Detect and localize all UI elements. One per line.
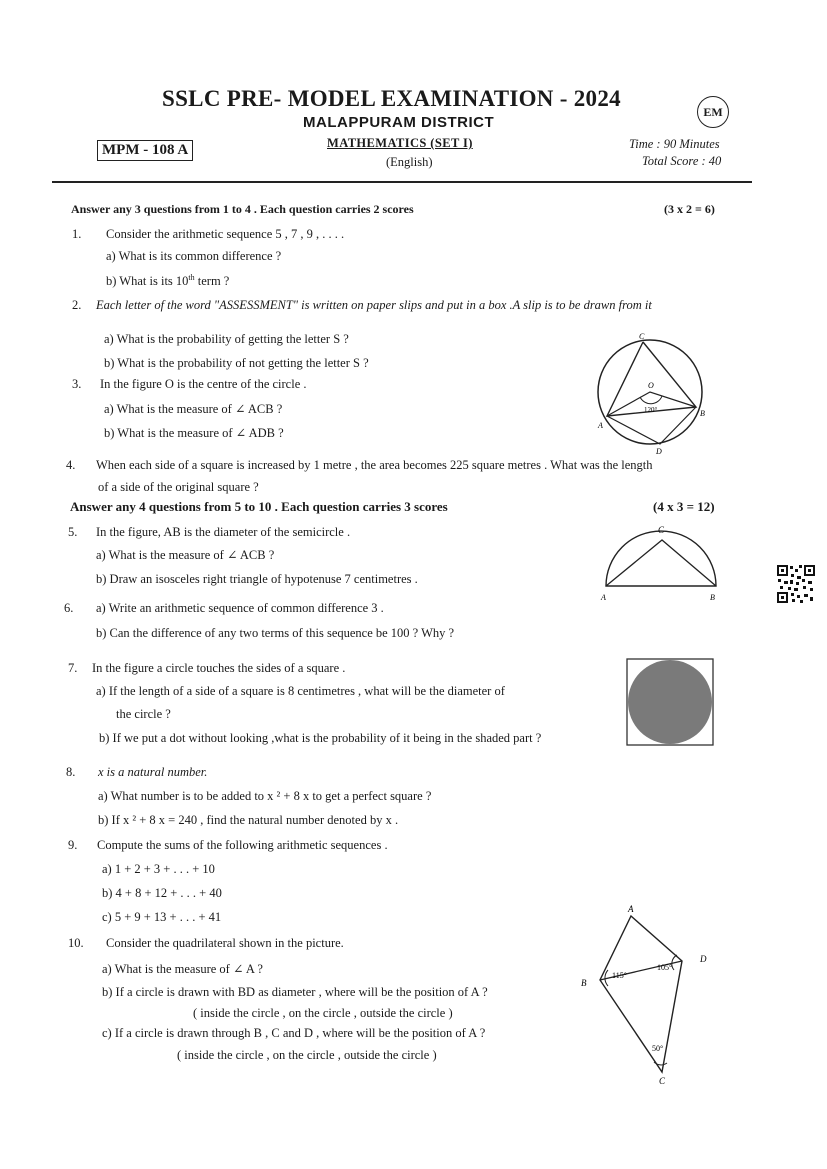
q10-label-a: A	[628, 904, 634, 914]
q10-label-b: B	[581, 978, 587, 988]
header-divider	[52, 181, 752, 183]
q6-part-a: a) Write an arithmetic sequence of common difference 3 .	[96, 601, 384, 615]
q3-label-c: C	[639, 332, 645, 341]
q7-text: In the figure a circle touches the sides of a square .	[92, 661, 346, 675]
q8-text: x is a natural number.	[98, 765, 208, 779]
q1-number: 1.	[72, 227, 82, 241]
exam-title: SSLC PRE- MODEL EXAMINATION - 2024	[162, 86, 621, 111]
section2-marks: (4 x 3 = 12)	[653, 499, 715, 514]
section2-instruction: Answer any 4 questions from 5 to 10 . Each question carries 3 scores	[70, 499, 448, 514]
q5-semicircle-figure	[596, 522, 726, 602]
subject-title: MATHEMATICS (SET I)	[327, 136, 473, 150]
q2-number: 2.	[72, 298, 82, 312]
q10-angle-c: 50°	[652, 1044, 664, 1053]
q9-text: Compute the sums of the following arithmetic sequences .	[97, 838, 388, 852]
q8-part-a: a) What number is to be added to x ² + 8 x to get a perfect square ?	[98, 789, 432, 803]
district-name: MALAPPURAM DISTRICT	[303, 114, 495, 131]
q1-b-text: b) What is its 10	[106, 274, 189, 289]
q3-number: 3.	[72, 377, 82, 391]
q10-quadrilateral-figure	[574, 902, 724, 1088]
q9-part-a: a) 1 + 2 + 3 + . . . + 10	[102, 862, 215, 876]
q1-b-sup: th	[188, 273, 195, 282]
q10-angle-d: 105°	[657, 963, 673, 972]
q2-part-a: a) What is the probability of getting the letter S ?	[104, 332, 349, 346]
q9-number: 9.	[68, 838, 78, 852]
q3-circle-figure	[590, 330, 720, 458]
q10-part-b: b) If a circle is drawn with BD as diameter , where will be the position of A ?	[102, 985, 488, 999]
q9-part-b: b) 4 + 8 + 12 + . . . + 40	[102, 886, 222, 900]
q3-label-d: D	[656, 447, 662, 456]
q3-label-a: A	[598, 421, 603, 430]
q5-label-c: C	[658, 525, 665, 535]
medium-label: (English)	[386, 155, 433, 169]
q3-part-a: a) What is the measure of ∠ ACB ?	[104, 402, 283, 416]
section1-instruction: Answer any 3 questions from 1 to 4 . Each question carries 2 scores	[71, 202, 414, 216]
q1-part-a: a) What is its common difference ?	[106, 249, 282, 263]
q9-part-c: c) 5 + 9 + 13 + . . . + 41	[102, 910, 222, 924]
q3-label-angle: 120°	[644, 406, 658, 414]
q7-part-a: a) If the length of a side of a square is 8 centimetres , what will be the diameter of	[96, 684, 505, 698]
qr-code-icon	[776, 564, 816, 604]
q10-part-c: c) If a circle is drawn through B , C and D , where will be the position of A ?	[102, 1026, 486, 1040]
q3-part-b: b) What is the measure of ∠ ADB ?	[104, 426, 284, 440]
total-score-label: Total Score : 40	[642, 154, 722, 168]
q10-part-c-options: ( inside the circle , on the circle , outside the circle )	[177, 1048, 437, 1062]
q5-semicircle	[606, 531, 716, 586]
q4-text-cont: of a side of the original square ?	[98, 480, 259, 494]
q1-text: Consider the arithmetic sequence 5 , 7 , 9 , . . . .	[106, 227, 345, 241]
q5-label-b: B	[710, 593, 715, 602]
q10-text: Consider the quadrilateral shown in the picture.	[106, 936, 344, 950]
q3-triangle	[607, 342, 696, 416]
q10-angle-b: 115°	[612, 971, 627, 980]
medium-badge	[697, 96, 729, 128]
q5-part-a: a) What is the measure of ∠ ACB ?	[96, 548, 275, 562]
q2-text: Each letter of the word "ASSESSMENT" is written on paper slips and put in a box .A slip is to be drawn from it	[96, 298, 652, 312]
q8-part-b: b) If x ² + 8 x = 240 , find the natural number denoted by x .	[98, 813, 399, 827]
q7-part-a-cont: the circle ?	[116, 707, 171, 721]
q5-number: 5.	[68, 525, 78, 539]
q4-number: 4.	[66, 458, 76, 472]
paper-code: MPM - 108 A	[97, 140, 193, 161]
q10-part-b-options: ( inside the circle , on the circle , outside the circle )	[193, 1006, 453, 1020]
q5-text: In the figure, AB is the diameter of the semicircle .	[96, 525, 351, 539]
q10-label-d: D	[700, 954, 707, 964]
q8-number: 8.	[66, 765, 76, 779]
q5-part-b: b) Draw an isosceles right triangle of hypotenuse 7 centimetres .	[96, 572, 418, 586]
q10-part-a: a) What is the measure of ∠ A ?	[102, 962, 263, 976]
q10-quadrilateral	[600, 916, 682, 1072]
q4-text: When each side of a square is increased by 1 metre , the area becomes 225 square metres . What was the length	[96, 458, 653, 472]
q7-square-circle-figure	[626, 658, 714, 746]
q10-label-c: C	[659, 1076, 666, 1086]
time-label: Time : 90 Minutes	[629, 137, 720, 151]
q2-part-b: b) What is the probability of not getting the letter S ?	[104, 356, 369, 370]
q6-number: 6.	[64, 601, 74, 615]
q3-text: In the figure O is the centre of the circle .	[100, 377, 307, 391]
q6-part-b: b) Can the difference of any two terms of this sequence be 100 ? Why ?	[96, 626, 455, 640]
q1-b-end: term ?	[194, 274, 230, 289]
q7-part-b: b) If we put a dot without looking ,what is the probability of it being in the shaded part ?	[99, 731, 542, 745]
q7-shaded-circle	[628, 660, 712, 744]
q3-label-b: B	[700, 409, 705, 418]
q3-angle-arc	[640, 396, 662, 404]
q3-label-o: O	[648, 381, 654, 390]
q5-label-a: A	[601, 593, 606, 602]
q7-number: 7.	[68, 661, 78, 675]
q1-part-b	[106, 273, 229, 289]
section1-marks: (3 x 2 = 6)	[664, 202, 715, 216]
medium-badge-label: EM	[703, 104, 723, 119]
q10-number: 10.	[68, 936, 84, 950]
